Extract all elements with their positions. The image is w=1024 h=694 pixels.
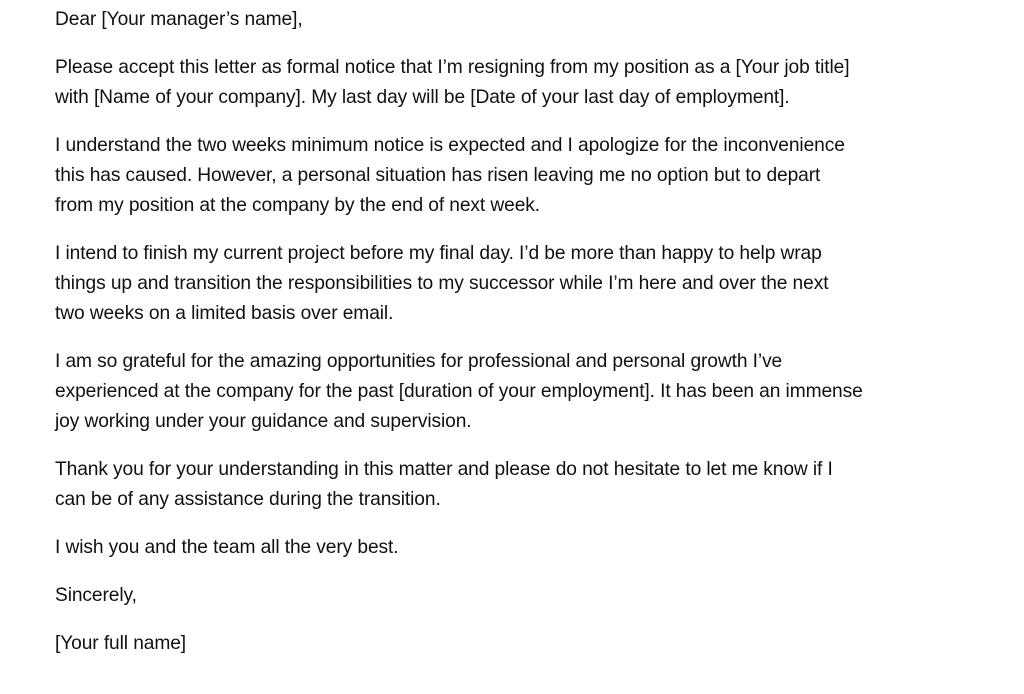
paragraph-line: with [Name of your company]. My last day will be [Date of your last day of employment]. (55, 87, 790, 108)
paragraph-line: two weeks on a limited basis over email. (55, 303, 394, 324)
paragraph-line: from my position at the company by the end of next week. (55, 195, 541, 216)
paragraph-notice (55, 53, 985, 113)
salutation (55, 5, 985, 35)
paragraph-transition (55, 239, 985, 329)
closing (55, 581, 985, 611)
paragraph-line: can be of any assistance during the transition. (55, 489, 441, 510)
paragraph-wishes (55, 533, 985, 563)
paragraph-line: I wish you and the team all the very best. (55, 537, 399, 558)
paragraph-line: Please accept this letter as formal notice that I’m resigning from my position as a [Your job title] (55, 57, 850, 78)
paragraph-line: joy working under your guidance and supervision. (55, 411, 472, 432)
paragraph-line: I understand the two weeks minimum notice is expected and I apologize for the inconvenience (55, 135, 845, 156)
paragraph-gratitude (55, 347, 985, 437)
closing-text: Sincerely, (55, 585, 137, 606)
paragraph-line: I intend to finish my current project before my final day. I’d be more than happy to help wrap (55, 243, 822, 264)
signature (55, 629, 985, 659)
paragraph-line: experienced at the company for the past [duration of your employment]. It has been an immense (55, 381, 863, 402)
paragraph-line: this has caused. However, a personal situation has risen leaving me no option but to depart (55, 165, 821, 186)
signature-text: [Your full name] (55, 633, 187, 654)
paragraph-line: Thank you for your understanding in this matter and please do not hesitate to let me know if I (55, 459, 833, 480)
resignation-letter (55, 5, 985, 677)
paragraph-apology (55, 131, 985, 221)
paragraph-line: things up and transition the responsibilities to my successor while I’m here and over the next (55, 273, 829, 294)
salutation-text: Dear [Your manager’s name], (55, 9, 303, 30)
paragraph-thanks (55, 455, 985, 515)
paragraph-line: I am so grateful for the amazing opportunities for professional and personal growth I’ve (55, 351, 783, 372)
